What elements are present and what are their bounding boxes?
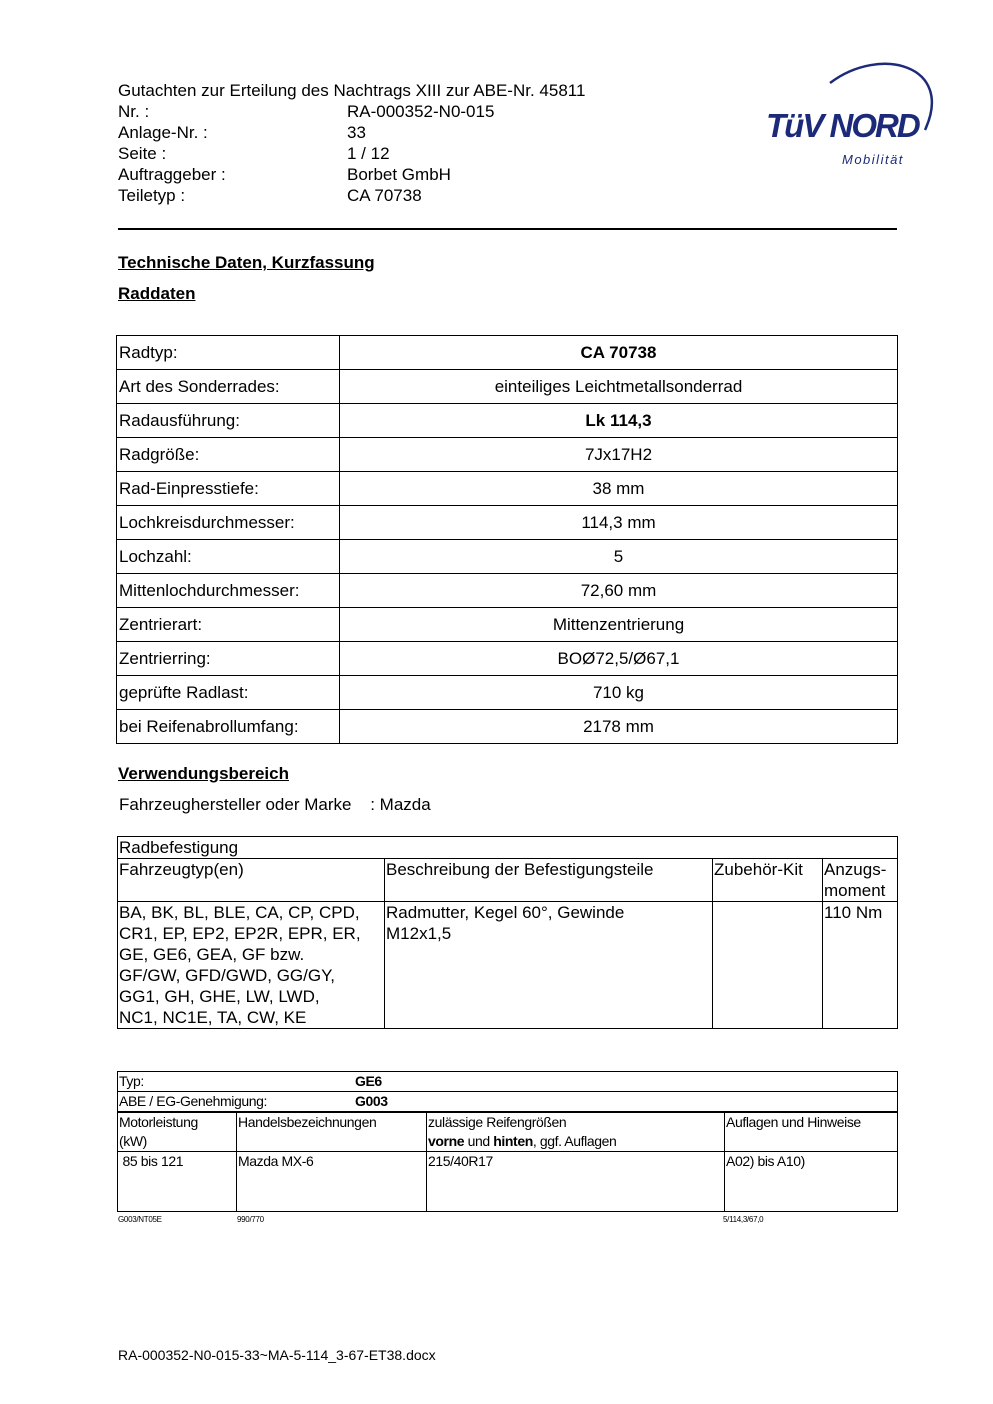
header-value-anlage: 33 [347, 123, 366, 142]
header-motorleistung-line: Motorleistung [119, 1114, 198, 1130]
rad-label: Mittenlochdurchmesser: [117, 574, 340, 608]
header-divider [118, 228, 897, 230]
table-row [117, 574, 898, 608]
fahrzeugtypen-line: GG1, GH, GHE, LW, LWD, [119, 987, 320, 1006]
typ-table [117, 1071, 898, 1212]
table-row [117, 676, 898, 710]
fahrzeugtypen-line: GF/GW, GFD/GWD, GG/GY, [119, 966, 335, 985]
section-title-raddaten: Raddaten [118, 284, 196, 303]
header-reifen-line1: zulässige Reifengrößen [428, 1114, 567, 1130]
header-reifengroessen [427, 1112, 725, 1152]
code-right: 5/114,3/67,0 [723, 1215, 764, 1224]
document-title: Gutachten zur Erteilung des Nachtrags XIII zur ABE-Nr. 45811 [118, 81, 586, 100]
header-reifen-vorne: vorne [428, 1133, 465, 1149]
table-row [117, 438, 898, 472]
table-row [118, 1112, 898, 1152]
header-label-nr: Nr. : [118, 102, 150, 121]
header-value-seite: 1 / 12 [347, 144, 390, 163]
header-label-anlage: Anlage-Nr. : [118, 123, 208, 142]
rad-value: 114,3 mm [340, 506, 898, 540]
typ-row [118, 1072, 898, 1092]
rad-label: geprüfte Radlast: [117, 676, 340, 710]
logo-tagline: Mobilität [842, 152, 904, 167]
table-row [118, 837, 898, 859]
header-reifen-rest: , ggf. Auflagen [532, 1133, 617, 1149]
table-row [117, 370, 898, 404]
header-auflagen: Auflagen und Hinweise [725, 1112, 898, 1152]
rad-value: 5 [340, 540, 898, 574]
table-row [118, 1092, 898, 1113]
header-handelsbezeichnungen: Handelsbezeichnungen [237, 1112, 427, 1152]
footer-filename: RA-000352-N0-015-33~MA-5-114_3-67-ET38.docx [118, 1347, 436, 1363]
table-row [117, 336, 898, 370]
rad-label: Lochkreisdurchmesser: [117, 506, 340, 540]
table-row [118, 859, 898, 902]
rad-value: 38 mm [340, 472, 898, 506]
header-zubehoer-kit: Zubehör-Kit [713, 859, 823, 902]
header-anzugsmoment-line: moment [824, 881, 886, 900]
anzugsmoment-cell: 110 Nm [823, 902, 898, 1029]
fahrzeugtypen-line: GE, GE6, GEA, GF bzw. [119, 945, 305, 964]
rad-value: einteiliges Leichtmetallsonderrad [340, 370, 898, 404]
hersteller-line [119, 795, 431, 815]
header-reifen-hinten: hinten [493, 1133, 533, 1149]
table-row [117, 540, 898, 574]
section-title-tech: Technische Daten, Kurzfassung [118, 253, 375, 272]
beschreibung-line: Radmutter, Kegel 60°, Gewinde [386, 903, 625, 922]
header-reifen-line2 [428, 1132, 723, 1151]
abe-row [118, 1092, 898, 1113]
table-row [118, 1152, 898, 1212]
auflagen-cell: A02) bis A10) [725, 1152, 898, 1212]
rad-label: Lochzahl: [117, 540, 340, 574]
typ-value: GE6 [355, 1073, 382, 1089]
rad-label: Rad-Einpresstiefe: [117, 472, 340, 506]
hersteller-separator: : [370, 795, 375, 814]
header-beschreibung: Beschreibung der Befestigungsteile [385, 859, 713, 902]
header-anzugsmoment [823, 859, 898, 902]
fahrzeugtypen-line: BA, BK, BL, BLE, CA, CP, CPD, [119, 903, 360, 922]
table-row [117, 642, 898, 676]
header-value-teiletyp: CA 70738 [347, 186, 422, 205]
table-row [118, 902, 898, 1029]
hersteller-value: Mazda [379, 795, 431, 814]
rad-value: 710 kg [340, 676, 898, 710]
zubehoer-kit-cell [713, 902, 823, 1029]
code-mid: 990/770 [237, 1215, 264, 1224]
fahrzeugtypen-cell [118, 902, 385, 1029]
header-label-seite: Seite : [118, 144, 167, 163]
rad-value: 72,60 mm [340, 574, 898, 608]
rad-value: 7Jx17H2 [340, 438, 898, 472]
rad-label: Radtyp: [117, 336, 340, 370]
code-left: G003/NT05E [118, 1215, 162, 1224]
table-row [117, 710, 898, 744]
rad-value: BOØ72,5/Ø67,1 [340, 642, 898, 676]
handelsbezeichnung-cell: Mazda MX-6 [237, 1152, 427, 1212]
table-row [117, 608, 898, 642]
header-label-teiletyp: Teiletyp : [118, 186, 186, 205]
rad-value: Mittenzentrierung [340, 608, 898, 642]
table-row [117, 404, 898, 438]
header-value-nr: RA-000352-N0-015 [347, 102, 495, 121]
beschreibung-line: M12x1,5 [386, 924, 452, 943]
typ-label: Typ: [119, 1073, 144, 1089]
raddaten-table [116, 335, 898, 744]
header-motorleistung-line: (kW) [119, 1133, 147, 1149]
tuev-nord-logo [760, 55, 945, 175]
rad-label: Zentrierart: [117, 608, 340, 642]
motorleistung-cell: 85 bis 121 [118, 1152, 237, 1212]
fahrzeugtypen-line: CR1, EP, EP2, EP2R, EPR, ER, [119, 924, 361, 943]
rad-label: Art des Sonderrades: [117, 370, 340, 404]
radbefestigung-table [117, 836, 898, 1029]
header-label-auftraggeber: Auftraggeber : [118, 165, 226, 184]
reifengroesse-cell: 215/40R17 [427, 1152, 725, 1212]
radbefestigung-title: Radbefestigung [118, 837, 898, 859]
rad-value: CA 70738 [340, 336, 898, 370]
rad-label: Zentrierring: [117, 642, 340, 676]
header-reifen-und: und [464, 1133, 494, 1149]
beschreibung-cell [385, 902, 713, 1029]
logo-brand-text: TüV NORD [766, 107, 919, 144]
abe-value: G003 [355, 1093, 388, 1109]
hersteller-label: Fahrzeughersteller oder Marke [119, 795, 352, 814]
table-row [118, 1072, 898, 1092]
rad-value: 2178 mm [340, 710, 898, 744]
header-anzugsmoment-line: Anzugs- [824, 860, 887, 879]
header-value-auftraggeber: Borbet GmbH [347, 165, 451, 184]
rad-label: bei Reifenabrollumfang: [117, 710, 340, 744]
table-row [117, 506, 898, 540]
header-fahrzeugtyp: Fahrzeugtyp(en) [118, 859, 385, 902]
fahrzeugtypen-line: NC1, NC1E, TA, CW, KE [119, 1008, 307, 1027]
rad-label: Radausführung: [117, 404, 340, 438]
rad-label: Radgröße: [117, 438, 340, 472]
abe-label: ABE / EG-Genehmigung: [119, 1093, 268, 1109]
section-title-verwendung: Verwendungsbereich [118, 764, 289, 783]
header-motorleistung [118, 1112, 237, 1152]
rad-value: Lk 114,3 [340, 404, 898, 438]
table-row [117, 472, 898, 506]
